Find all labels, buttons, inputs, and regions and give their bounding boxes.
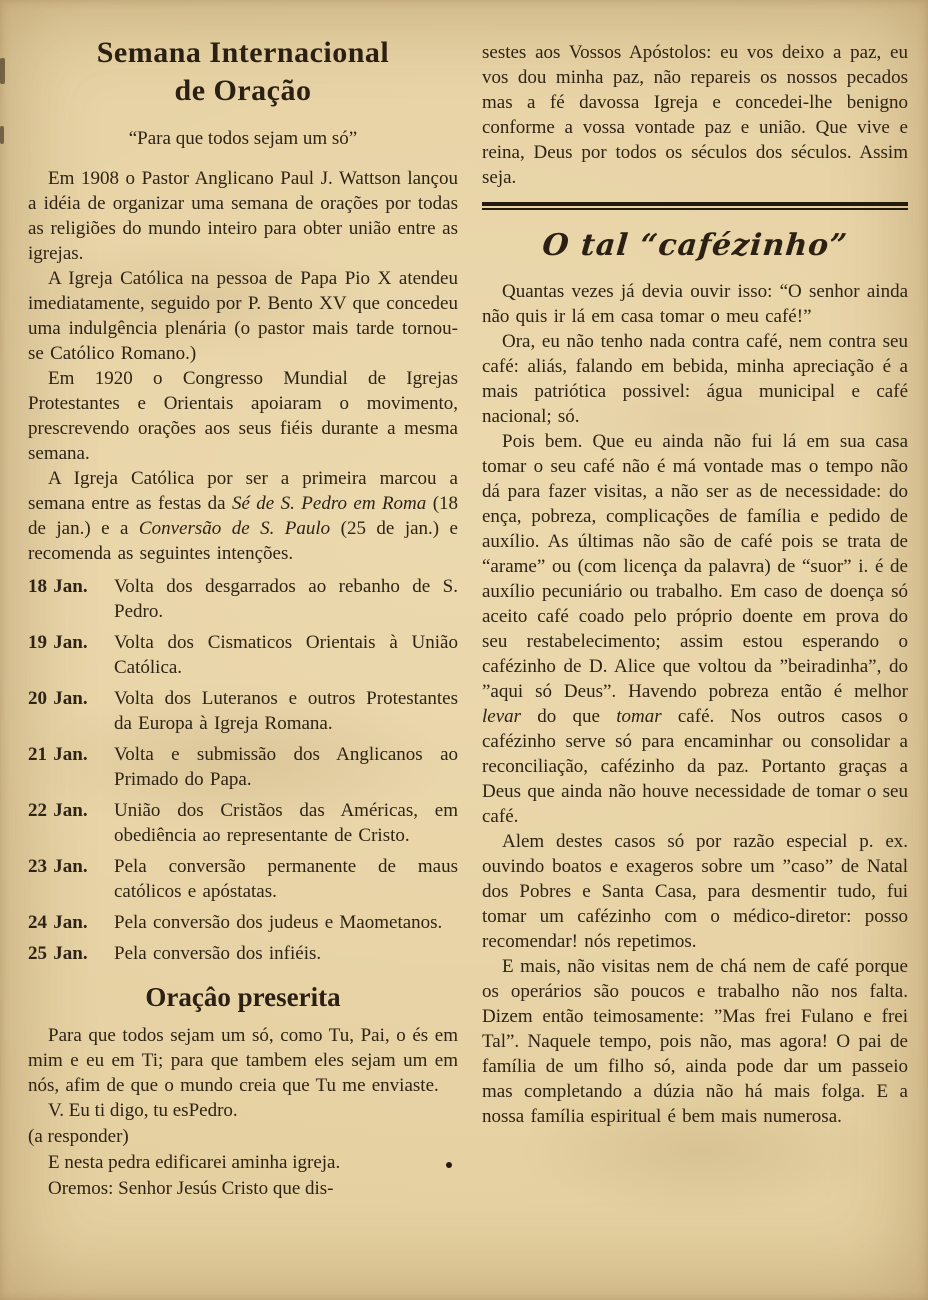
intention-date: 22 Jan. — [28, 800, 88, 821]
paragraph — [482, 429, 908, 829]
intention-text: Pela conversão dos infiéis. — [114, 943, 322, 964]
left-column — [28, 34, 458, 1202]
article-title — [28, 34, 458, 110]
respond-cue-line: (a responder) — [28, 1126, 129, 1147]
intention-date: 18 Jan. — [28, 576, 88, 597]
intention-item — [28, 941, 458, 966]
intention-date: 25 Jan. — [28, 943, 88, 964]
continuation-paragraph: sestes aos Vossos Apóstolos: eu vos deixo a paz, eu vos dou minha paz, não repareis os nossos pecados mas a fé davossa Igreja e concedei-lhe benigno conforme a vossa vontade paz e união. Que vive e reina, Deus por todos os séculos dos séculos. Assim seja. — [482, 42, 908, 188]
intention-item — [28, 686, 458, 736]
intention-item — [28, 630, 458, 680]
scan-artifact — [0, 58, 5, 84]
intentions-list — [28, 574, 458, 966]
italic-phrase: tomar — [616, 706, 662, 727]
paragraph: E mais, não visitas nem de chá nem de café porque os operários são poucos e trabalho não nos falta. Dizem então teimosamente: ”Mas frei Fulano e frei Tal”. Naquele tempo, pois não, mas agora! O pai de família de um filho só, ainda pode dar um passeio mas completando a dúzia não há mais folga. E a nossa família espiritual é bem mais numerosa. — [482, 956, 908, 1127]
paragraph-text: A Igreja Católica por ser a primeira marcou a semana entre as festas da — [28, 468, 458, 514]
paragraph: Em 1908 o Pastor Anglicano Paul J. Wattson lançou a idéia de organizar uma semana de orações por todas as religiões do mundo inteiro para obter união entre as igrejas. — [28, 168, 458, 264]
right-column — [482, 40, 908, 1129]
scan-artifact — [0, 126, 4, 144]
paragraph: Em 1920 o Congresso Mundial de Igrejas Protestantes e Orientais apoiaram o movimento, prescrevendo orações aos seus fiéis durante a mesma semana. — [28, 368, 458, 464]
intention-date: 19 Jan. — [28, 632, 88, 653]
paragraph-text: Pois bem. Que eu ainda não fui lá em sua casa tomar o seu café não é má vontade mas o tempo não dá para fazer visitas, a não ser as de necessidade: do ença, pobreza, complicações de família e pedido de auxílio. As últimas não são de café pois se trata de “arame” ou (com licença da palavra) de “suor” i. é de auxílio pecuniário ou trabalho. Em caso de doença só aceito café coado pelo próprio doente em prova do seu restabelecimento; assim estou esperando o cafézinho de D. Alice que voltou da ”beiradinha”, do ”aqui só Deus”. Havendo pobreza então é melhor — [482, 431, 908, 702]
paragraph: Alem destes casos só por razão especial p. ex. ouvindo boatos e exageros sobre um ”caso” de Natal dos Pobres e Santa Casa, para desmentir tudo, fui tomar um cafézinho com o médico-diretor: posso recomendar! nós repetimos. — [482, 831, 908, 952]
paragraph-text: (18 de jan.) e a — [28, 493, 459, 539]
article-title-line1: Semana Internacional — [96, 36, 390, 69]
intention-item — [28, 798, 458, 848]
paragraph: A Igreja Católica na pessoa de Papa Pio X atendeu imediatamente, seguido por P. Bento XV que concedeu uma indulgência plenária (o pastor mais tarde tornou-se Católico Romano.) — [28, 268, 458, 364]
intention-text: Pela conversão dos judeus e Maometanos. — [114, 912, 443, 933]
response-line: E nesta pedra edificarei aminha igreja. — [48, 1152, 341, 1173]
intention-date: 21 Jan. — [28, 744, 88, 765]
intention-date: 24 Jan. — [28, 912, 88, 933]
paragraph-text: café. Nos outros casos o cafézinho serve só para encaminhar ou consolidar a reconciliação, cafézinho da paz. Portanto graças a Deus que ainda não houve necessidade de tomar o seu café. — [482, 706, 908, 827]
intention-text: Pela conversão permanente de maus católicos e apóstatas. — [114, 856, 458, 902]
italic-phrase: levar — [482, 706, 522, 727]
versicle-line: V. Eu ti digo, tu esPedro. — [48, 1100, 238, 1121]
intention-item — [28, 910, 458, 935]
paragraph-text: (25 de jan.) e recomenda as seguintes intenções. — [28, 518, 458, 564]
paragraph: Quantas vezes já devia ouvir isso: “O senhor ainda não quis ir lá em casa tomar o meu café!” — [482, 281, 908, 327]
article-title-line2: de Oração — [174, 74, 312, 107]
cafezinho-heading: O tal “cafézinho” — [540, 228, 850, 263]
intention-text: Volta dos Cismaticos Orientais à União Católica. — [114, 632, 458, 678]
paragraph: Ora, eu não tenho nada contra café, nem contra seu café: aliás, falando em bebida, minha apreciação é a mais patriótica possivel: água municipal e café nacional; só. — [482, 331, 908, 427]
paragraph-text: do que — [521, 706, 617, 727]
intention-text: Volta dos Luteranos e outros Protestantes da Europa à Igreja Romana. — [114, 688, 458, 734]
section-divider — [482, 202, 908, 210]
intention-text: Volta e submissão dos Anglicanos ao Primado do Papa. — [114, 744, 458, 790]
italic-phrase: Sé de S. Pedro em Roma — [231, 493, 427, 514]
intention-date: 23 Jan. — [28, 856, 88, 877]
paragraph — [28, 466, 458, 566]
oremos-line: Oremos: Senhor Jesús Cristo que dis- — [48, 1178, 334, 1199]
article-subtitle: “Para que todos sejam um só” — [128, 128, 358, 149]
italic-phrase: Conversão de S. Paulo — [138, 518, 331, 539]
intention-text: União dos Cristãos das Américas, em obediência ao representante de Cristo. — [114, 800, 458, 846]
prayer-paragraph: Para que todos sejam um só, como Tu, Pai, o és em mim e eu em Ti; para que tambem eles sejam um em nós, afim de que o mundo creia que Tu me enviaste. — [28, 1025, 458, 1096]
intention-text: Volta dos desgarrados ao rebanho de S. Pedro. — [114, 576, 458, 622]
intention-item — [28, 574, 458, 624]
intention-item — [28, 854, 458, 904]
prayer-heading: Oraçâo preserita — [145, 982, 341, 1012]
intention-item — [28, 742, 458, 792]
intention-date: 20 Jan. — [28, 688, 88, 709]
